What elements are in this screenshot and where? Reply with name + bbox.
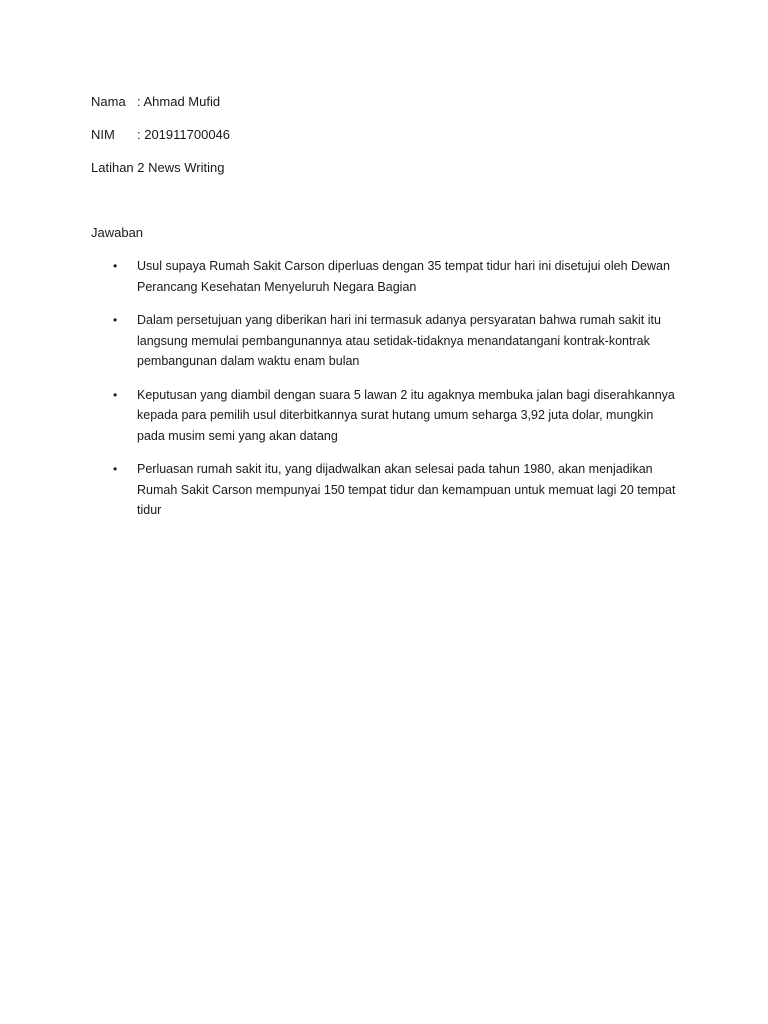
bullet-marker: • bbox=[113, 313, 118, 327]
nama-value: : Ahmad Mufid bbox=[137, 94, 221, 109]
answer-text: Usul supaya Rumah Sakit Carson diperluas dengan 35 tempat tidur hari ini disetujui oleh Dewan Perancang Kesehatan Menyeluruh Negara Bagian bbox=[137, 259, 670, 294]
answer-text: Dalam persetujuan yang diberikan hari ini termasuk adanya persyaratan bahwa rumah sakit itu langsung memulai pembangunannya atau setidak-tidaknya menandatangani kontrak-kontrak pembangunan dalam waktu enam bulan bbox=[137, 313, 661, 368]
answer-text: Keputusan yang diambil dengan suara 5 lawan 2 itu agaknya membuka jalan bagi diserahkannya kepada para pemilih usul diterbitkannya surat hutang umum seharga 3,92 juta dolar, mungkin pada musim semi yang akan datang bbox=[137, 387, 675, 443]
list-item bbox=[0, 310, 768, 372]
bullet-marker: • bbox=[113, 259, 118, 273]
answer-heading: Jawaban bbox=[91, 225, 144, 240]
nama-label: Nama bbox=[91, 94, 126, 109]
bullet-marker: • bbox=[113, 462, 118, 476]
assignment-title: Latihan 2 News Writing bbox=[91, 160, 225, 175]
nim-value: : 201911700046 bbox=[137, 127, 231, 142]
nim-row bbox=[91, 126, 230, 144]
answer-text: Perluasan rumah sakit itu, yang dijadwalkan akan selesai pada tahun 1980, akan menjadikan Rumah Sakit Carson mempunyai 150 tempat tidur dan kemampuan untuk memuat lagi 20 tempat tidur bbox=[137, 462, 676, 517]
nama-row bbox=[91, 93, 220, 111]
list-item bbox=[0, 459, 768, 521]
list-item bbox=[0, 385, 768, 447]
bullet-marker: • bbox=[113, 387, 118, 402]
nim-label: NIM bbox=[91, 127, 115, 142]
list-item bbox=[0, 256, 768, 297]
answer-list bbox=[0, 256, 768, 534]
